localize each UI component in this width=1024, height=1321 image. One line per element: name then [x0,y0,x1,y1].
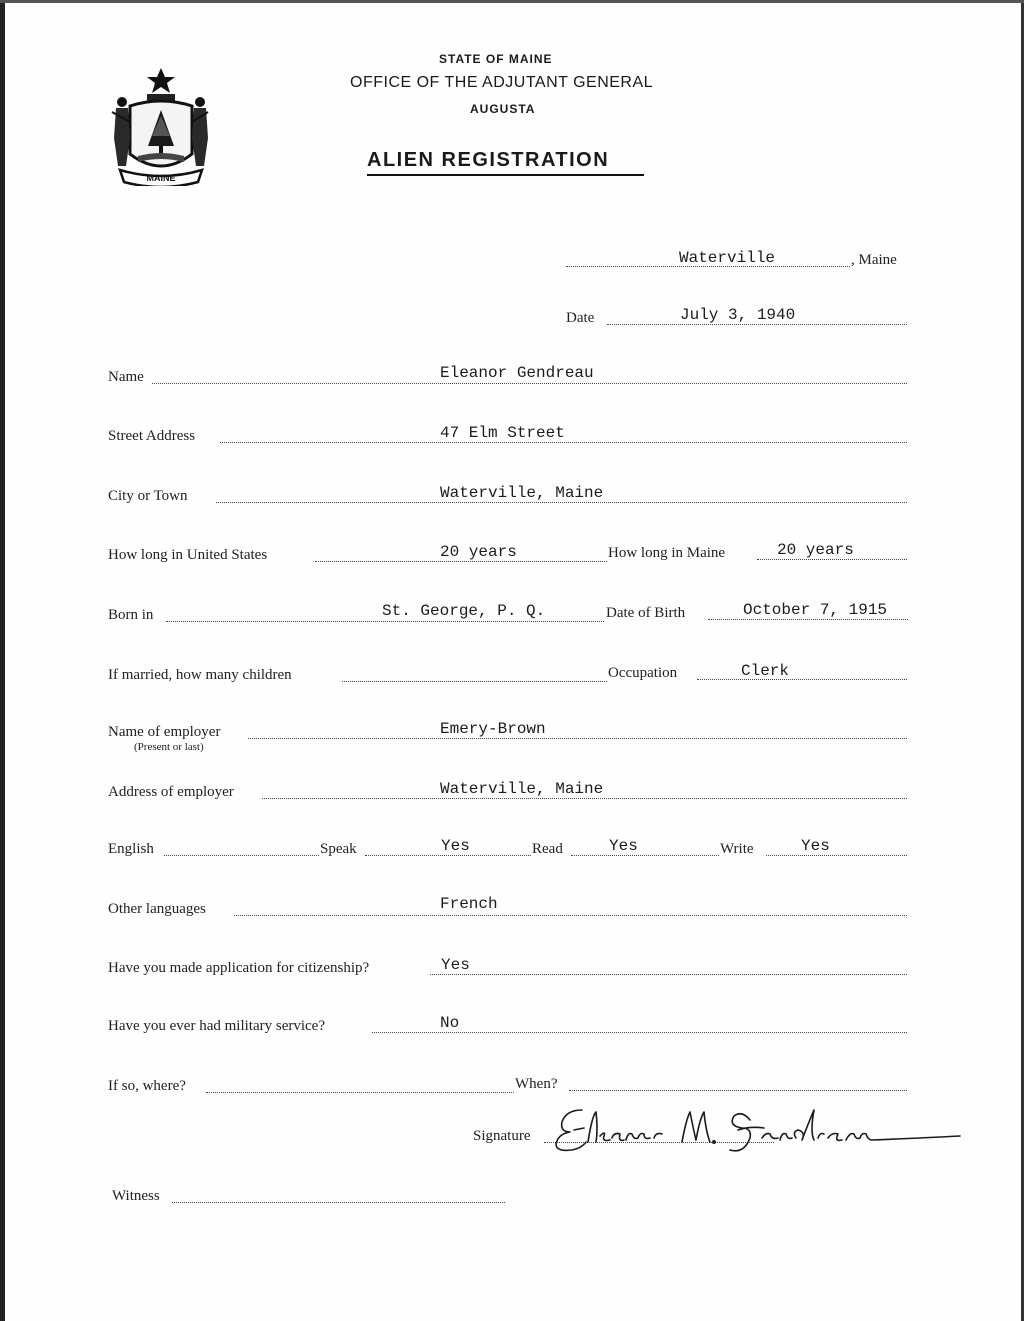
where-line [206,1092,514,1093]
signature-label: Signature [473,1128,531,1144]
street-address-value: 47 Elm Street [440,424,565,442]
when-label: When? [515,1076,558,1092]
signature-text: Eleanor M. Gendreau [552,1102,561,1103]
other-languages-value: French [440,895,498,913]
employer-sublabel: (Present or last) [134,741,204,753]
street-address-line [220,442,907,443]
scan-edge-left [0,0,5,1321]
dob-line [708,619,908,620]
name-value: Eleanor Gendreau [440,364,594,382]
header-office: OFFICE OF THE ADJUTANT GENERAL [350,74,654,91]
scan-edge-top [0,0,1024,3]
us-duration-value: 20 years [440,543,517,561]
us-duration-line [315,561,607,562]
occupation-label: Occupation [608,665,678,681]
occupation-value: Clerk [741,662,790,680]
write-line [766,855,907,856]
header-state: STATE OF MAINE [439,52,553,66]
speak-value: Yes [441,837,470,855]
maine-duration-value: 20 years [777,541,854,559]
maine-duration-line [757,559,907,560]
born-in-line [166,621,604,622]
maine-duration-label: How long in Maine [608,545,726,561]
military-value: No [440,1014,460,1032]
where-label: If so, where? [108,1078,186,1094]
other-languages-label: Other languages [108,901,206,917]
header-city: AUGUSTA [470,102,536,116]
date-label: Date [566,310,595,326]
seal-motto-text: MAINE [146,173,176,183]
citizenship-value: Yes [441,956,470,974]
children-label: If married, how many children [108,667,292,683]
city-line [216,502,907,503]
military-label: Have you ever had military service? [108,1018,325,1034]
citizenship-line [430,974,907,975]
speak-label: Speak [320,841,357,857]
write-label: Write [720,841,754,857]
military-line [372,1032,907,1033]
witness-line [172,1202,505,1203]
street-address-label: Street Address [108,428,196,444]
state-seal-icon [108,66,214,186]
write-value: Yes [801,837,830,855]
employer-address-label: Address of employer [108,784,234,800]
dob-label: Date of Birth [606,605,686,621]
read-line [571,855,719,856]
witness-label: Witness [112,1188,160,1204]
city-value: Waterville, Maine [440,484,604,502]
read-value: Yes [609,837,638,855]
date-value: July 3, 1940 [680,306,796,324]
place-value: Waterville [679,249,776,267]
other-languages-line [234,915,907,916]
born-in-value: St. George, P. Q. [382,602,546,620]
occupation-line [697,679,907,680]
place-suffix: , Maine [851,252,897,268]
employer-address-value: Waterville, Maine [440,780,604,798]
when-line [569,1090,907,1091]
dob-value: October 7, 1915 [743,601,888,619]
us-duration-label: How long in United States [108,547,268,563]
children-line [342,681,607,682]
employer-label: Name of employer [108,724,221,740]
name-line [152,383,907,384]
handwritten-signature [552,1102,964,1154]
english-label: English [108,841,154,857]
name-label: Name [108,369,144,385]
title-underline [367,174,644,176]
employer-line [248,738,907,739]
citizenship-label: Have you made application for citizenship? [108,960,370,976]
employer-address-line [262,798,907,799]
city-label: City or Town [108,488,188,504]
read-label: Read [532,841,563,857]
born-in-label: Born in [108,607,154,623]
employer-value: Emery-Brown [440,720,546,738]
date-line [607,324,907,325]
form-title: ALIEN REGISTRATION [367,149,610,171]
speak-line [365,855,531,856]
english-line [164,855,319,856]
